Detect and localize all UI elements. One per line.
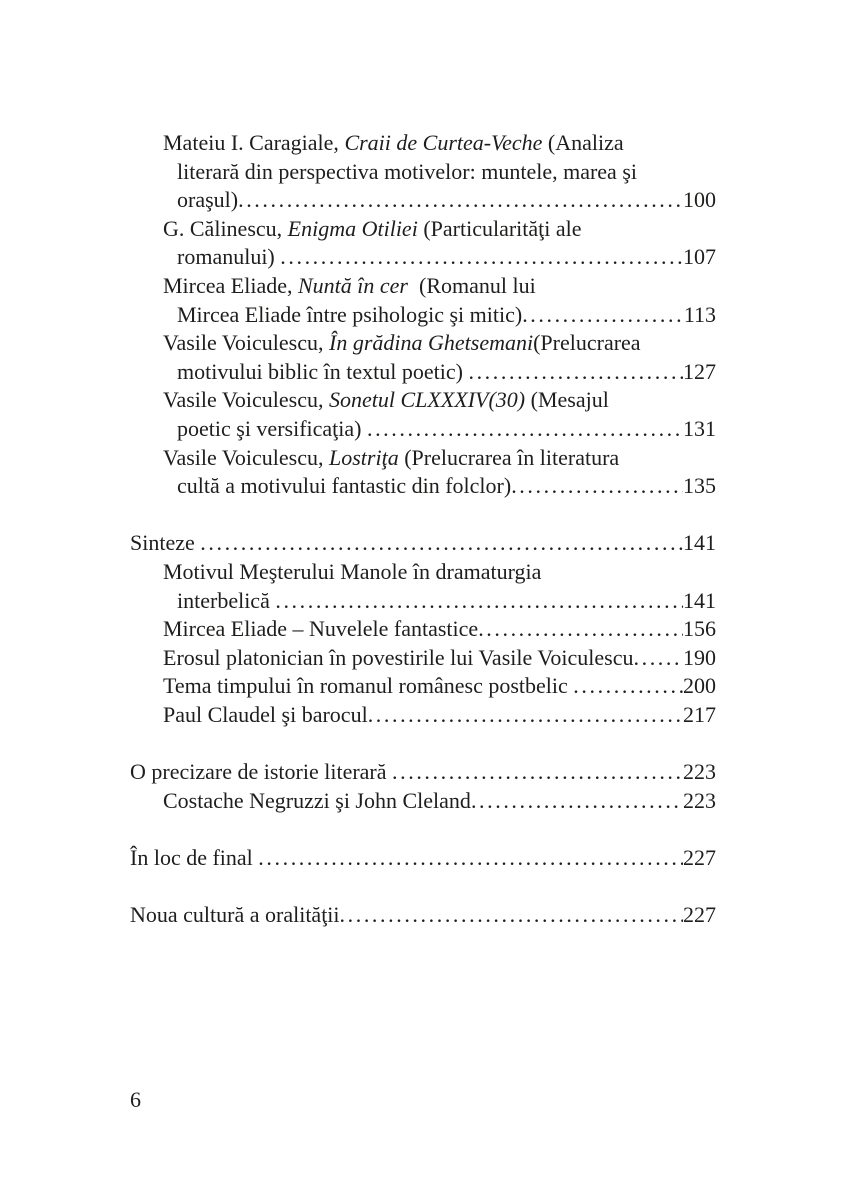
toc-entry-text	[163, 129, 624, 158]
toc-entry-text	[177, 358, 468, 387]
dot-leader	[275, 587, 683, 616]
toc-title-italic: În grădina Ghetsemani	[329, 330, 534, 356]
toc-line	[130, 558, 716, 587]
dot-leader	[573, 672, 683, 701]
toc-text-run: Vasile Voiculescu,	[163, 387, 329, 413]
toc-entry-text	[177, 415, 367, 444]
toc-line	[130, 758, 716, 787]
toc-line	[130, 186, 716, 215]
toc-page-number: 227	[683, 844, 716, 870]
toc-entry	[130, 787, 716, 816]
toc-page-number: 190	[683, 644, 716, 670]
toc-text-run: poetic şi versificaţia)	[177, 415, 367, 441]
toc-entry	[130, 558, 716, 615]
toc-entry-text	[177, 243, 280, 272]
toc-title-italic: Craii de Curtea-Veche	[344, 130, 543, 155]
toc-entry	[130, 901, 716, 930]
toc-entry	[130, 215, 716, 272]
toc-line	[130, 272, 716, 301]
toc-entry-text	[163, 558, 541, 587]
toc-page-number: 217	[683, 701, 716, 727]
toc-text-run: G. Călinescu,	[163, 215, 288, 241]
toc-title-italic: Sonetul CLXXXIV(30)	[329, 387, 526, 413]
toc-page-number: 227	[683, 902, 716, 928]
toc-entry-text	[130, 901, 340, 930]
toc-entry-text	[177, 158, 637, 187]
toc-entry-text	[163, 272, 536, 301]
toc-text-run: (Analiza	[542, 130, 624, 155]
toc-line	[130, 787, 716, 816]
toc-text-run: (Prelucrarea	[533, 330, 641, 356]
toc-line	[130, 615, 716, 644]
toc-line	[130, 215, 716, 244]
dot-leader	[280, 243, 683, 272]
dot-leader	[200, 529, 683, 558]
toc-text-run: Tema timpului în romanul românesc postbelic	[163, 673, 574, 699]
toc-text-run: Costache Negruzzi şi John Cleland	[163, 787, 471, 813]
toc-title-italic: Nuntă în cer	[298, 272, 408, 298]
toc-line	[130, 901, 716, 930]
toc-page-number: 131	[683, 415, 716, 441]
dot-leader	[478, 615, 683, 644]
toc-text-run: Mateiu I. Caragiale,	[163, 130, 345, 155]
toc-text-run: motivului biblic în textul poetic)	[177, 358, 469, 384]
toc-text-run: Mircea Eliade – Nuvelele fantastice	[163, 616, 479, 642]
dot-leader	[367, 415, 683, 444]
toc-line	[130, 301, 716, 330]
dot-leader	[471, 787, 683, 816]
toc-page-number: 135	[683, 473, 716, 499]
toc-text-run: Erosul platonician în povestirile lui Vasile Voiculescu	[163, 644, 634, 670]
toc-line	[130, 243, 716, 272]
toc-entry	[130, 644, 716, 673]
toc-entry	[130, 615, 716, 644]
toc-entry-text	[163, 615, 478, 644]
toc-page-number: 200	[683, 673, 716, 699]
dot-leader	[522, 301, 684, 330]
toc-line	[130, 472, 716, 501]
toc-page-number: 113	[683, 301, 716, 327]
toc-title-italic: Lostriţa	[329, 444, 399, 470]
toc-text-run: literară din perspectiva motivelor: muntele, marea şi	[177, 158, 637, 184]
toc-entry-text	[163, 672, 573, 701]
dot-leader	[634, 644, 684, 673]
toc-entry-text	[163, 444, 619, 473]
toc-text-run: O precizare de istorie literară	[130, 759, 393, 785]
toc-text-run: (Romanul lui	[408, 272, 536, 298]
toc-text-run: (Particularităţi ale	[417, 215, 582, 241]
toc-line	[130, 158, 716, 187]
toc-text-run: oraşul)	[177, 187, 239, 213]
toc-page-number: 156	[683, 616, 716, 642]
dot-leader	[368, 701, 683, 730]
toc-page-number: 223	[683, 759, 716, 785]
toc-text-run: romanului)	[177, 244, 281, 270]
toc-entry-text	[177, 186, 238, 215]
toc-entry	[130, 672, 716, 701]
toc-line	[130, 587, 716, 616]
toc-line	[130, 644, 716, 673]
toc-text-run: Paul Claudel şi barocul	[163, 701, 368, 727]
toc-entry-text	[130, 844, 258, 873]
toc-entry	[130, 329, 716, 386]
toc-entry-text	[163, 644, 634, 673]
toc-text-run: Vasile Voiculescu,	[163, 444, 329, 470]
toc-entry-text	[163, 215, 582, 244]
toc-page-number: 141	[683, 587, 716, 613]
toc-line	[130, 358, 716, 387]
toc-line	[130, 129, 716, 158]
toc-page-number: 223	[683, 787, 716, 813]
toc-entry	[130, 844, 716, 873]
toc-entry	[130, 758, 716, 787]
toc-entry	[130, 386, 716, 443]
toc-line	[130, 844, 716, 873]
toc-line	[130, 415, 716, 444]
dot-leader	[511, 472, 683, 501]
toc-text-run: Sinteze	[130, 530, 201, 556]
page-folio-number: 6	[130, 1087, 141, 1112]
toc-page-number: 100	[683, 187, 716, 213]
toc-text-run: (Mesajul	[525, 387, 609, 413]
toc-entry-text	[130, 758, 392, 787]
toc-entry-text	[163, 386, 609, 415]
toc-text-run: Mircea Eliade,	[163, 272, 298, 298]
toc-line	[130, 444, 716, 473]
toc-entry	[130, 129, 716, 215]
toc-text-run: cultă a motivului fantastic din folclor)	[177, 473, 512, 499]
toc-text-run: Vasile Voiculescu,	[163, 330, 329, 356]
toc-entry	[130, 444, 716, 501]
toc-entry	[130, 529, 716, 558]
toc-list	[130, 129, 716, 930]
toc-entry-text	[177, 301, 522, 330]
toc-entry-text	[130, 529, 200, 558]
dot-leader	[340, 901, 683, 930]
toc-text-run: (Prelucrarea în literatura	[398, 444, 620, 470]
toc-text-run: Motivul Meşterului Manole în dramaturgia	[163, 558, 542, 584]
toc-line	[130, 386, 716, 415]
toc-entry-text	[177, 472, 511, 501]
toc-text-run: În loc de final	[130, 844, 259, 870]
dot-leader	[238, 186, 683, 215]
dot-leader	[392, 758, 683, 787]
dot-leader	[468, 358, 683, 387]
toc-line	[130, 529, 716, 558]
toc-page-number: 127	[683, 358, 716, 384]
toc-title-italic: Enigma Otiliei	[287, 215, 418, 241]
toc-text-run: Mircea Eliade între psihologic şi mitic)	[177, 301, 523, 327]
toc-entry-text	[177, 587, 275, 616]
toc-entry	[130, 272, 716, 329]
toc-entry	[130, 701, 716, 730]
toc-line	[130, 329, 716, 358]
toc-text-run: interbelică	[177, 587, 276, 613]
toc-line	[130, 701, 716, 730]
dot-leader	[258, 844, 683, 873]
toc-line	[130, 672, 716, 701]
toc-text-run: Noua cultură a oralităţii	[130, 902, 340, 928]
toc-page-number: 107	[683, 244, 716, 270]
toc-entry-text	[163, 787, 471, 816]
toc-entry-text	[163, 329, 641, 358]
toc-page-number: 141	[683, 530, 716, 556]
toc-entry-text	[163, 701, 368, 730]
